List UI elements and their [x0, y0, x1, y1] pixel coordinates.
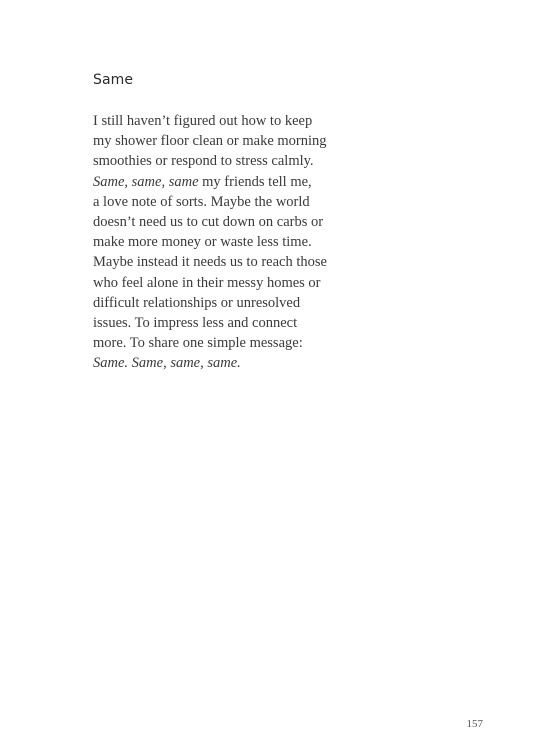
poem-line-italic: Same. Same, same, same.	[93, 355, 241, 372]
poem-line	[93, 313, 327, 333]
poem-line-text: my friends tell me,	[198, 173, 312, 190]
poem-line-text: issues. To impress less and connect	[93, 315, 298, 332]
poem-line	[93, 353, 327, 373]
poem-line-text: make more money or waste less time.	[93, 234, 312, 251]
poem-line-text: I still haven’t figured out how to keep	[93, 113, 313, 129]
poem-line	[93, 293, 327, 313]
poem-line	[93, 333, 327, 353]
poem-line	[93, 192, 327, 212]
poem-body	[93, 111, 327, 374]
page-number: 157	[466, 718, 483, 730]
poem-line	[93, 212, 327, 232]
poem-line	[93, 172, 327, 192]
poem-line-text: who feel alone in their messy homes or	[93, 274, 321, 291]
poem-line	[93, 252, 327, 272]
poem-line	[93, 273, 327, 293]
poem-line-italic: Same, same, same	[93, 173, 199, 190]
poem-line-text: Maybe instead it needs us to reach those	[93, 254, 327, 271]
poem-line	[93, 232, 327, 252]
poem-title: Same	[93, 72, 134, 88]
poem-line-text: difficult relationships or unresolved	[93, 294, 301, 311]
poem-line	[93, 131, 327, 151]
poem-line-text: a love note of sorts. Maybe the world	[93, 193, 310, 210]
poem-line-text: doesn’t need us to cut down on carbs or	[93, 214, 324, 231]
poem-line	[93, 111, 327, 131]
poem-line-text: smoothies or respond to stress calmly.	[93, 153, 314, 170]
poem-line-text: more. To share one simple message:	[93, 335, 303, 352]
poem-line	[93, 151, 327, 171]
poem-line-text: my shower floor clean or make morning	[93, 133, 327, 150]
